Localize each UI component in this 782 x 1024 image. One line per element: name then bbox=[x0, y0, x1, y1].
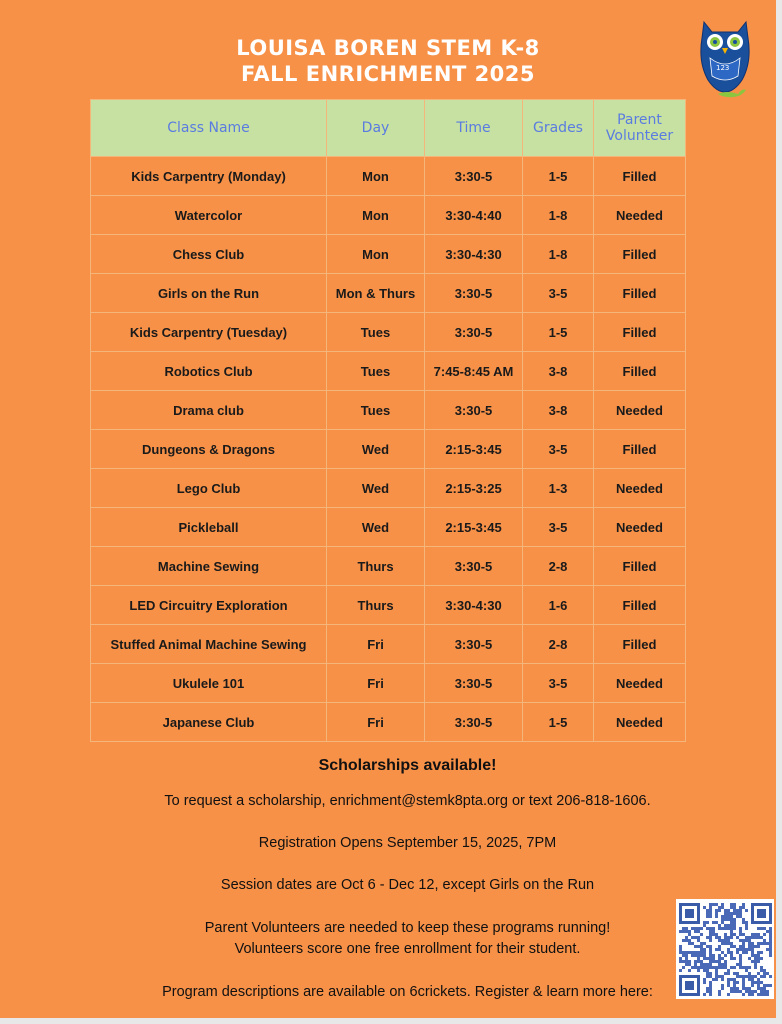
table-row bbox=[91, 703, 686, 742]
volunteers-needed-text: Parent Volunteers are needed to keep these programs running! bbox=[204, 920, 611, 936]
cell-time: 3:30-5 bbox=[425, 625, 523, 664]
cell-volunteer: Needed bbox=[594, 664, 686, 703]
header-class-name: Class Name bbox=[91, 100, 327, 157]
cell-volunteer: Filled bbox=[594, 586, 686, 625]
table-body bbox=[91, 157, 686, 742]
cell-time: 2:15-3:45 bbox=[425, 508, 523, 547]
cell-grades: 1-5 bbox=[523, 157, 594, 196]
cell-day: Fri bbox=[327, 664, 425, 703]
cell-volunteer: Needed bbox=[594, 391, 686, 430]
table-row bbox=[91, 196, 686, 235]
cell-grades: 2-8 bbox=[523, 547, 594, 586]
cell-time: 3:30-5 bbox=[425, 664, 523, 703]
owl-logo-icon bbox=[698, 18, 752, 98]
cell-volunteer: Filled bbox=[594, 625, 686, 664]
cell-grades: 1-5 bbox=[523, 703, 594, 742]
enrichment-schedule-table bbox=[90, 99, 686, 742]
cell-day: Mon bbox=[327, 196, 425, 235]
cell-day: Mon bbox=[327, 157, 425, 196]
cell-volunteer: Filled bbox=[594, 313, 686, 352]
cell-time: 3:30-4:30 bbox=[425, 586, 523, 625]
cell-day: Tues bbox=[327, 352, 425, 391]
cell-volunteer: Filled bbox=[594, 547, 686, 586]
cell-grades: 2-8 bbox=[523, 625, 594, 664]
cell-class-name: Robotics Club bbox=[91, 352, 327, 391]
cell-volunteer: Filled bbox=[594, 274, 686, 313]
cell-time: 3:30-4:40 bbox=[425, 196, 523, 235]
table-row bbox=[91, 313, 686, 352]
table-row bbox=[91, 235, 686, 274]
session-dates-text: Session dates are Oct 6 - Dec 12, except Girls on the Run bbox=[220, 877, 595, 893]
cell-day: Thurs bbox=[327, 547, 425, 586]
cell-volunteer: Filled bbox=[594, 157, 686, 196]
cell-class-name: Dungeons & Dragons bbox=[91, 430, 327, 469]
cell-class-name: Stuffed Animal Machine Sewing bbox=[91, 625, 327, 664]
table-header bbox=[91, 100, 686, 157]
cell-time: 3:30-5 bbox=[425, 547, 523, 586]
cell-volunteer: Needed bbox=[594, 196, 686, 235]
table-row bbox=[91, 430, 686, 469]
cell-time: 3:30-5 bbox=[425, 313, 523, 352]
header-row bbox=[91, 100, 686, 157]
cell-grades: 1-8 bbox=[523, 196, 594, 235]
cell-day: Mon & Thurs bbox=[327, 274, 425, 313]
cell-grades: 3-5 bbox=[523, 664, 594, 703]
table-row bbox=[91, 625, 686, 664]
table-row bbox=[91, 547, 686, 586]
cell-volunteer: Filled bbox=[594, 352, 686, 391]
cell-grades: 1-8 bbox=[523, 235, 594, 274]
cell-grades: 3-5 bbox=[523, 274, 594, 313]
header-day: Day bbox=[327, 100, 425, 157]
cell-day: Wed bbox=[327, 430, 425, 469]
cell-day: Fri bbox=[327, 625, 425, 664]
cell-volunteer: Filled bbox=[594, 430, 686, 469]
cell-day: Mon bbox=[327, 235, 425, 274]
cell-volunteer: Needed bbox=[594, 508, 686, 547]
cell-day: Wed bbox=[327, 508, 425, 547]
cell-volunteer: Needed bbox=[594, 469, 686, 508]
cell-class-name: Ukulele 101 bbox=[91, 664, 327, 703]
logo-text: 123 bbox=[716, 64, 730, 72]
cell-grades: 3-8 bbox=[523, 391, 594, 430]
cell-class-name: Kids Carpentry (Monday) bbox=[91, 157, 327, 196]
cell-class-name: Watercolor bbox=[91, 196, 327, 235]
table-row bbox=[91, 352, 686, 391]
table-row bbox=[91, 586, 686, 625]
flyer-title-line2: FALL ENRICHMENT 2025 bbox=[240, 62, 536, 86]
cell-class-name: Kids Carpentry (Tuesday) bbox=[91, 313, 327, 352]
table-row bbox=[91, 274, 686, 313]
cell-class-name: Chess Club bbox=[91, 235, 327, 274]
qr-code-icon[interactable] bbox=[676, 899, 774, 999]
cell-day: Fri bbox=[327, 703, 425, 742]
header-parent-volunteer: Parent Volunteer bbox=[594, 100, 686, 157]
volunteers-reward-text: Volunteers score one free enrollment for their student. bbox=[234, 941, 581, 957]
scholarships-heading: Scholarships available! bbox=[318, 757, 497, 774]
cell-time: 7:45-8:45 AM bbox=[425, 352, 523, 391]
program-descriptions-text: Program descriptions are available on 6crickets. Register & learn more here: bbox=[162, 984, 653, 1000]
cell-class-name: Machine Sewing bbox=[91, 547, 327, 586]
cell-volunteer: Needed bbox=[594, 703, 686, 742]
cell-class-name: LED Circuitry Exploration bbox=[91, 586, 327, 625]
cell-grades: 1-6 bbox=[523, 586, 594, 625]
cell-time: 2:15-3:45 bbox=[425, 430, 523, 469]
cell-grades: 1-5 bbox=[523, 313, 594, 352]
cell-day: Thurs bbox=[327, 586, 425, 625]
table-row bbox=[91, 391, 686, 430]
cell-grades: 1-3 bbox=[523, 469, 594, 508]
flyer-title-line1: LOUISA BOREN STEM K-8 bbox=[236, 36, 540, 60]
cell-time: 3:30-5 bbox=[425, 391, 523, 430]
registration-text: Registration Opens September 15, 2025, 7PM bbox=[258, 835, 557, 851]
cell-class-name: Pickleball bbox=[91, 508, 327, 547]
cell-grades: 3-8 bbox=[523, 352, 594, 391]
table-row bbox=[91, 664, 686, 703]
cell-volunteer: Filled bbox=[594, 235, 686, 274]
header-time: Time bbox=[425, 100, 523, 157]
cell-grades: 3-5 bbox=[523, 430, 594, 469]
table-row bbox=[91, 508, 686, 547]
cell-time: 3:30-5 bbox=[425, 157, 523, 196]
cell-day: Tues bbox=[327, 391, 425, 430]
cell-time: 3:30-5 bbox=[425, 703, 523, 742]
cell-class-name: Japanese Club bbox=[91, 703, 327, 742]
cell-time: 3:30-4:30 bbox=[425, 235, 523, 274]
cell-time: 2:15-3:25 bbox=[425, 469, 523, 508]
table-row bbox=[91, 469, 686, 508]
cell-class-name: Lego Club bbox=[91, 469, 327, 508]
cell-class-name: Drama club bbox=[91, 391, 327, 430]
cell-grades: 3-5 bbox=[523, 508, 594, 547]
table-row bbox=[91, 157, 686, 196]
cell-day: Wed bbox=[327, 469, 425, 508]
header-grades: Grades bbox=[523, 100, 594, 157]
cell-class-name: Girls on the Run bbox=[91, 274, 327, 313]
scholarship-request-text: To request a scholarship, enrichment@stemk8pta.org or text 206-818-1606. bbox=[164, 793, 651, 809]
cell-day: Tues bbox=[327, 313, 425, 352]
cell-time: 3:30-5 bbox=[425, 274, 523, 313]
